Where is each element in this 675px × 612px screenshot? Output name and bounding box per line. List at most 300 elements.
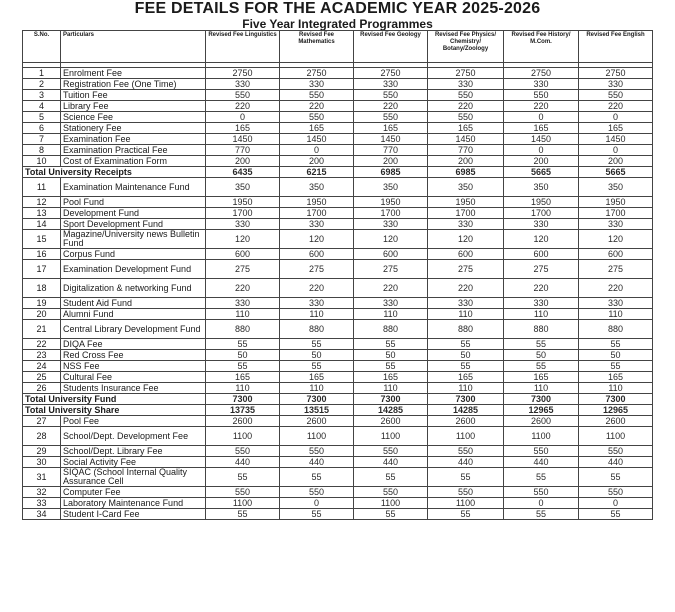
header-history-mcom: Revised Fee History/ M.Com. (504, 31, 579, 63)
fee-row (23, 320, 653, 339)
fee-amount-cell: 330 (206, 79, 280, 90)
fee-amount-cell: 13735 (206, 405, 280, 416)
fee-amount-cell: 55 (428, 339, 504, 350)
fee-amount-cell: 2750 (428, 68, 504, 79)
fee-amount-cell: 440 (428, 457, 504, 468)
fee-amount-cell: 110 (428, 309, 504, 320)
total-label: Total University Receipts (23, 167, 206, 178)
fee-amount-cell: 6985 (354, 167, 428, 178)
fee-amount-cell: 7300 (206, 394, 280, 405)
fee-amount-cell: 7300 (280, 394, 354, 405)
fee-amount-cell: 880 (428, 320, 504, 339)
row-serial-number: 25 (23, 372, 61, 383)
fee-amount-cell: 165 (504, 372, 579, 383)
fee-amount-cell: 55 (280, 361, 354, 372)
row-particular: Examination Fee (61, 134, 206, 145)
fee-amount-cell: 50 (354, 350, 428, 361)
fee-amount-cell: 330 (428, 219, 504, 230)
row-particular: Magazine/University news Bulletin Fund (61, 230, 206, 249)
row-serial-number: 2 (23, 79, 61, 90)
fee-amount-cell: 165 (428, 372, 504, 383)
fee-row (23, 68, 653, 79)
fee-row (23, 145, 653, 156)
total-label: Total University Share (23, 405, 206, 416)
fee-amount-cell: 50 (428, 350, 504, 361)
document-title: FEE DETAILS FOR THE ACADEMIC YEAR 2025-2026 (134, 0, 541, 17)
fee-amount-cell: 55 (206, 339, 280, 350)
fee-amount-cell: 110 (504, 309, 579, 320)
row-serial-number: 32 (23, 487, 61, 498)
fee-amount-cell: 55 (504, 509, 579, 520)
fee-amount-cell: 7300 (579, 394, 653, 405)
fee-amount-cell: 600 (428, 249, 504, 260)
fee-amount-cell: 550 (428, 487, 504, 498)
fee-amount-cell: 5665 (504, 167, 579, 178)
fee-amount-cell: 220 (504, 101, 579, 112)
row-particular: Cultural Fee (61, 372, 206, 383)
row-serial-number: 18 (23, 279, 61, 298)
fee-amount-cell: 200 (428, 156, 504, 167)
total-row (23, 167, 653, 178)
row-particular: Examination Practical Fee (61, 145, 206, 156)
fee-table-header (23, 31, 653, 63)
fee-row (23, 249, 653, 260)
row-serial-number: 12 (23, 197, 61, 208)
fee-amount-cell: 6985 (428, 167, 504, 178)
fee-amount-cell: 200 (354, 156, 428, 167)
row-particular: School/Dept. Development Fee (61, 427, 206, 446)
fee-amount-cell: 50 (206, 350, 280, 361)
row-serial-number: 14 (23, 219, 61, 230)
row-particular: Enrolment Fee (61, 68, 206, 79)
row-particular: Examination Maintenance Fund (61, 178, 206, 197)
fee-row (23, 509, 653, 520)
row-serial-number: 3 (23, 90, 61, 101)
fee-amount-cell: 550 (579, 446, 653, 457)
row-serial-number: 4 (23, 101, 61, 112)
row-particular: Science Fee (61, 112, 206, 123)
fee-amount-cell: 7300 (504, 394, 579, 405)
header-geology: Revised Fee Geology (354, 31, 428, 63)
fee-amount-cell: 110 (504, 383, 579, 394)
fee-amount-cell: 330 (206, 298, 280, 309)
fee-amount-cell: 600 (504, 249, 579, 260)
fee-amount-cell: 0 (579, 498, 653, 509)
fee-amount-cell: 550 (354, 446, 428, 457)
row-particular: Laboratory Maintenance Fund (61, 498, 206, 509)
fee-row (23, 350, 653, 361)
row-serial-number: 20 (23, 309, 61, 320)
row-particular: Digitalization & networking Fund (61, 279, 206, 298)
row-particular: Central Library Development Fund (61, 320, 206, 339)
fee-amount-cell: 1950 (354, 197, 428, 208)
fee-amount-cell: 1100 (280, 427, 354, 446)
fee-amount-cell: 120 (280, 230, 354, 249)
fee-row (23, 279, 653, 298)
fee-amount-cell: 0 (504, 498, 579, 509)
fee-amount-cell: 275 (504, 260, 579, 279)
fee-row (23, 309, 653, 320)
fee-amount-cell: 550 (579, 90, 653, 101)
fee-row (23, 457, 653, 468)
fee-amount-cell: 550 (206, 446, 280, 457)
fee-amount-cell: 110 (206, 309, 280, 320)
header-physics-chemistry: Revised Fee Physics/ Chemistry/ Botany/Zoology (428, 31, 504, 63)
fee-amount-cell: 55 (206, 509, 280, 520)
fee-amount-cell: 550 (354, 90, 428, 101)
row-particular: Cost of Examination Form (61, 156, 206, 167)
row-particular: Student Aid Fund (61, 298, 206, 309)
fee-amount-cell: 1700 (504, 208, 579, 219)
fee-amount-cell: 55 (428, 509, 504, 520)
fee-amount-cell: 165 (579, 372, 653, 383)
fee-amount-cell: 6215 (280, 167, 354, 178)
fee-amount-cell: 1700 (354, 208, 428, 219)
fee-amount-cell: 2750 (579, 68, 653, 79)
fee-amount-cell: 1950 (579, 197, 653, 208)
fee-row (23, 427, 653, 446)
fee-amount-cell: 110 (206, 383, 280, 394)
fee-amount-cell: 2600 (428, 416, 504, 427)
fee-amount-cell: 1450 (428, 134, 504, 145)
fee-amount-cell: 880 (354, 320, 428, 339)
fee-amount-cell: 600 (354, 249, 428, 260)
fee-amount-cell: 220 (206, 279, 280, 298)
fee-amount-cell: 55 (504, 339, 579, 350)
fee-amount-cell: 120 (206, 230, 280, 249)
row-particular: Stationery Fee (61, 123, 206, 134)
fee-amount-cell: 55 (428, 361, 504, 372)
fee-amount-cell: 110 (280, 309, 354, 320)
row-particular: Red Cross Fee (61, 350, 206, 361)
row-serial-number: 28 (23, 427, 61, 446)
fee-row (23, 339, 653, 350)
fee-amount-cell: 600 (206, 249, 280, 260)
fee-amount-cell: 770 (206, 145, 280, 156)
row-particular: Pool Fund (61, 197, 206, 208)
row-particular: Computer Fee (61, 487, 206, 498)
fee-amount-cell: 13515 (280, 405, 354, 416)
header-linguistics: Revised Fee Linguistics (206, 31, 280, 63)
fee-amount-cell: 50 (280, 350, 354, 361)
fee-amount-cell: 200 (206, 156, 280, 167)
fee-amount-cell: 330 (280, 79, 354, 90)
row-particular: Social Activity Fee (61, 457, 206, 468)
row-serial-number: 30 (23, 457, 61, 468)
row-particular: Examination Development Fund (61, 260, 206, 279)
fee-amount-cell: 220 (428, 279, 504, 298)
fee-amount-cell: 770 (428, 145, 504, 156)
fee-amount-cell: 165 (504, 123, 579, 134)
fee-amount-cell: 50 (579, 350, 653, 361)
fee-amount-cell: 550 (504, 446, 579, 457)
fee-amount-cell: 1700 (428, 208, 504, 219)
fee-amount-cell: 1450 (504, 134, 579, 145)
fee-row (23, 446, 653, 457)
row-particular: Registration Fee (One Time) (61, 79, 206, 90)
fee-amount-cell: 550 (280, 112, 354, 123)
fee-amount-cell: 550 (428, 90, 504, 101)
fee-amount-cell: 330 (280, 219, 354, 230)
fee-amount-cell: 165 (354, 123, 428, 134)
fee-amount-cell: 55 (206, 361, 280, 372)
fee-row (23, 230, 653, 249)
fee-amount-cell: 550 (206, 90, 280, 101)
fee-amount-cell: 1100 (206, 498, 280, 509)
total-row (23, 405, 653, 416)
fee-amount-cell: 7300 (428, 394, 504, 405)
row-serial-number: 6 (23, 123, 61, 134)
fee-row (23, 208, 653, 219)
fee-amount-cell: 1450 (579, 134, 653, 145)
fee-amount-cell: 165 (206, 372, 280, 383)
fee-amount-cell: 0 (206, 112, 280, 123)
fee-amount-cell: 55 (504, 361, 579, 372)
fee-amount-cell: 12965 (579, 405, 653, 416)
fee-amount-cell: 2600 (579, 416, 653, 427)
fee-amount-cell: 200 (579, 156, 653, 167)
fee-amount-cell: 110 (428, 383, 504, 394)
fee-amount-cell: 330 (428, 298, 504, 309)
row-particular: Pool Fee (61, 416, 206, 427)
row-particular: Students Insurance Fee (61, 383, 206, 394)
row-serial-number: 22 (23, 339, 61, 350)
fee-amount-cell: 330 (280, 298, 354, 309)
fee-row (23, 298, 653, 309)
row-serial-number: 27 (23, 416, 61, 427)
fee-amount-cell: 330 (579, 79, 653, 90)
fee-row (23, 383, 653, 394)
fee-amount-cell: 55 (280, 468, 354, 487)
fee-amount-cell: 440 (354, 457, 428, 468)
fee-amount-cell: 55 (206, 468, 280, 487)
fee-amount-cell: 120 (354, 230, 428, 249)
fee-amount-cell: 200 (504, 156, 579, 167)
fee-amount-cell: 350 (428, 178, 504, 197)
fee-amount-cell: 330 (354, 219, 428, 230)
fee-amount-cell: 440 (504, 457, 579, 468)
row-particular: NSS Fee (61, 361, 206, 372)
fee-amount-cell: 0 (280, 145, 354, 156)
row-serial-number: 16 (23, 249, 61, 260)
fee-amount-cell: 1100 (206, 427, 280, 446)
fee-amount-cell: 880 (504, 320, 579, 339)
fee-amount-cell: 1700 (579, 208, 653, 219)
fee-amount-cell: 275 (428, 260, 504, 279)
row-particular: Library Fee (61, 101, 206, 112)
row-serial-number: 17 (23, 260, 61, 279)
row-serial-number: 21 (23, 320, 61, 339)
fee-amount-cell: 330 (354, 298, 428, 309)
fee-amount-cell: 0 (579, 112, 653, 123)
row-serial-number: 11 (23, 178, 61, 197)
fee-amount-cell: 550 (354, 112, 428, 123)
fee-amount-cell: 350 (579, 178, 653, 197)
row-particular: Corpus Fund (61, 249, 206, 260)
fee-amount-cell: 2600 (504, 416, 579, 427)
fee-amount-cell: 55 (579, 509, 653, 520)
fee-amount-cell: 220 (504, 279, 579, 298)
fee-amount-cell: 1950 (504, 197, 579, 208)
fee-row (23, 134, 653, 145)
fee-amount-cell: 350 (354, 178, 428, 197)
fee-row (23, 178, 653, 197)
fee-amount-cell: 2600 (354, 416, 428, 427)
fee-amount-cell: 55 (579, 468, 653, 487)
fee-table-body (23, 63, 653, 520)
fee-row (23, 123, 653, 134)
row-particular: DIQA Fee (61, 339, 206, 350)
fee-amount-cell: 0 (280, 498, 354, 509)
row-serial-number: 19 (23, 298, 61, 309)
fee-table (22, 30, 653, 520)
fee-amount-cell: 120 (504, 230, 579, 249)
fee-row (23, 112, 653, 123)
fee-amount-cell: 220 (280, 101, 354, 112)
fee-amount-cell: 1100 (354, 498, 428, 509)
fee-amount-cell: 1100 (428, 498, 504, 509)
fee-amount-cell: 330 (504, 219, 579, 230)
fee-amount-cell: 1700 (206, 208, 280, 219)
fee-amount-cell: 330 (428, 79, 504, 90)
fee-row (23, 101, 653, 112)
row-serial-number: 8 (23, 145, 61, 156)
fee-amount-cell: 55 (354, 361, 428, 372)
fee-row (23, 260, 653, 279)
row-serial-number: 33 (23, 498, 61, 509)
row-serial-number: 31 (23, 468, 61, 487)
fee-amount-cell: 330 (504, 79, 579, 90)
total-label: Total University Fund (23, 394, 206, 405)
fee-amount-cell: 1450 (206, 134, 280, 145)
fee-amount-cell: 1450 (280, 134, 354, 145)
fee-row (23, 197, 653, 208)
fee-amount-cell: 165 (280, 372, 354, 383)
fee-row (23, 90, 653, 101)
fee-amount-cell: 200 (280, 156, 354, 167)
fee-amount-cell: 770 (354, 145, 428, 156)
fee-amount-cell: 1950 (428, 197, 504, 208)
header-mathematics: Revised Fee Mathematics (280, 31, 354, 63)
fee-amount-cell: 110 (579, 383, 653, 394)
fee-amount-cell: 55 (579, 361, 653, 372)
fee-row (23, 372, 653, 383)
fee-amount-cell: 7300 (354, 394, 428, 405)
fee-amount-cell: 110 (354, 309, 428, 320)
fee-amount-cell: 275 (579, 260, 653, 279)
row-particular: Student I-Card Fee (61, 509, 206, 520)
fee-amount-cell: 600 (579, 249, 653, 260)
fee-amount-cell: 440 (280, 457, 354, 468)
fee-amount-cell: 880 (206, 320, 280, 339)
fee-amount-cell: 550 (206, 487, 280, 498)
fee-amount-cell: 55 (280, 339, 354, 350)
fee-amount-cell: 165 (428, 123, 504, 134)
fee-row (23, 468, 653, 487)
fee-amount-cell: 220 (579, 101, 653, 112)
fee-amount-cell: 440 (579, 457, 653, 468)
fee-amount-cell: 550 (504, 487, 579, 498)
row-serial-number: 29 (23, 446, 61, 457)
fee-amount-cell: 550 (579, 487, 653, 498)
fee-amount-cell: 55 (579, 339, 653, 350)
fee-amount-cell: 2600 (206, 416, 280, 427)
fee-row (23, 416, 653, 427)
fee-amount-cell: 1700 (280, 208, 354, 219)
fee-amount-cell: 1100 (504, 427, 579, 446)
fee-amount-cell: 550 (280, 446, 354, 457)
fee-amount-cell: 330 (206, 219, 280, 230)
fee-amount-cell: 110 (579, 309, 653, 320)
fee-row (23, 498, 653, 509)
fee-amount-cell: 50 (504, 350, 579, 361)
fee-amount-cell: 165 (354, 372, 428, 383)
row-serial-number: 34 (23, 509, 61, 520)
fee-row (23, 79, 653, 90)
fee-amount-cell: 880 (280, 320, 354, 339)
fee-amount-cell: 165 (280, 123, 354, 134)
document-subtitle: Five Year Integrated Programmes (242, 17, 433, 31)
fee-amount-cell: 1100 (428, 427, 504, 446)
fee-amount-cell: 220 (206, 101, 280, 112)
fee-amount-cell: 165 (206, 123, 280, 134)
fee-amount-cell: 14285 (354, 405, 428, 416)
fee-amount-cell: 350 (206, 178, 280, 197)
fee-amount-cell: 275 (354, 260, 428, 279)
fee-amount-cell: 14285 (428, 405, 504, 416)
fee-amount-cell: 550 (504, 90, 579, 101)
row-serial-number: 15 (23, 230, 61, 249)
fee-amount-cell: 220 (354, 101, 428, 112)
fee-row (23, 219, 653, 230)
fee-amount-cell: 550 (280, 487, 354, 498)
fee-amount-cell: 220 (280, 279, 354, 298)
fee-row (23, 487, 653, 498)
row-serial-number: 1 (23, 68, 61, 79)
fee-amount-cell: 600 (280, 249, 354, 260)
fee-row (23, 156, 653, 167)
row-serial-number: 13 (23, 208, 61, 219)
fee-amount-cell: 110 (280, 383, 354, 394)
row-serial-number: 5 (23, 112, 61, 123)
fee-row (23, 361, 653, 372)
fee-amount-cell: 550 (428, 446, 504, 457)
row-serial-number: 7 (23, 134, 61, 145)
row-serial-number: 10 (23, 156, 61, 167)
fee-amount-cell: 0 (579, 145, 653, 156)
row-particular: SIQAC (School Internal Quality Assurance Cell (61, 468, 206, 487)
fee-amount-cell: 550 (428, 112, 504, 123)
fee-amount-cell: 6435 (206, 167, 280, 178)
fee-amount-cell: 2750 (280, 68, 354, 79)
fee-amount-cell: 55 (354, 468, 428, 487)
fee-amount-cell: 55 (428, 468, 504, 487)
fee-amount-cell: 110 (354, 383, 428, 394)
header-english: Revised Fee English (579, 31, 653, 63)
fee-amount-cell: 120 (579, 230, 653, 249)
fee-amount-cell: 165 (579, 123, 653, 134)
fee-amount-cell: 120 (428, 230, 504, 249)
fee-amount-cell: 2600 (280, 416, 354, 427)
fee-amount-cell: 440 (206, 457, 280, 468)
fee-amount-cell: 2750 (206, 68, 280, 79)
fee-amount-cell: 5665 (579, 167, 653, 178)
fee-amount-cell: 220 (354, 279, 428, 298)
fee-amount-cell: 55 (354, 339, 428, 350)
fee-amount-cell: 0 (504, 112, 579, 123)
fee-amount-cell: 330 (579, 219, 653, 230)
fee-amount-cell: 55 (280, 509, 354, 520)
